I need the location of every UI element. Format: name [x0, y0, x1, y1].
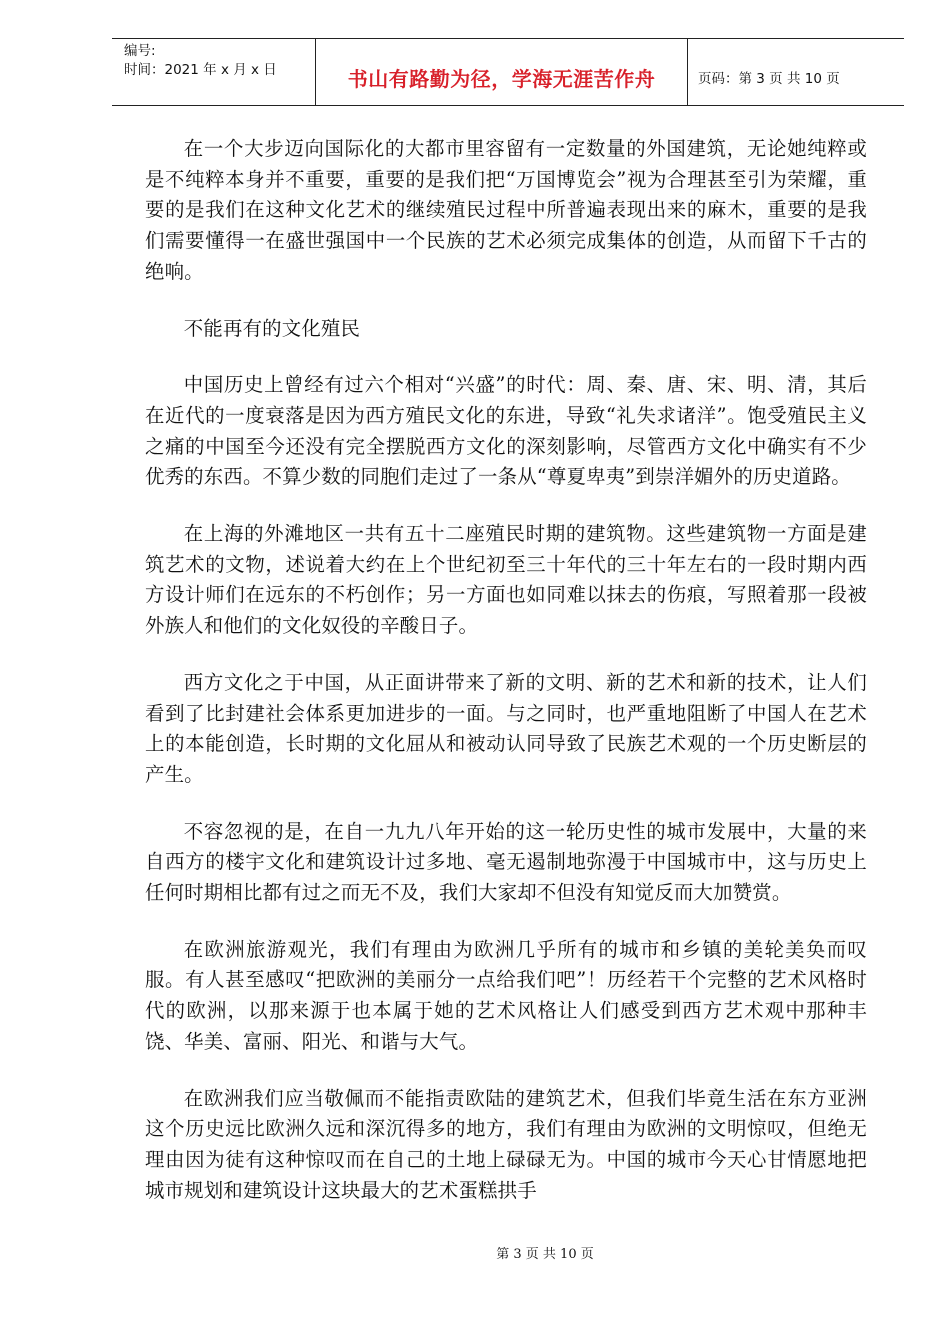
header-page-info: 页码：第 3 页 共 10 页: [698, 71, 840, 87]
body-paragraph: 中国历史上曾经有过六个相对“兴盛”的时代：周、秦、唐、宋、明、清，其后在近代的一度衰落是因为西方殖民文化的东进，导致“礼失求诸洋”。饱受殖民主义之痛的中国至今还没有完全摆脱西方文化的深刻影响，尽管西方文化中确实有不少优秀的东西。不算少数的同胞们走过了一条从“尊夏卑夷”到崇洋媚外的历史道路。: [145, 373, 867, 489]
document-body: [145, 134, 867, 1232]
body-paragraph: 西方文化之于中国，从正面讲带来了新的文明、新的艺术和新的技术，让人们看到了比封建社会体系更加进步的一面。与之同时，也严重地阻断了中国人在艺术上的本能创造，长时期的文化屈从和被动认同导致了民族艺术观的一个历史断层的产生。: [145, 670, 867, 786]
body-paragraph: 在欧洲旅游观光，我们有理由为欧洲几乎所有的城市和乡镇的美轮美奂而叹服。有人甚至感叹“把欧洲的美丽分一点给我们吧”！历经若干个完整的艺术风格时代的欧洲，以那来源于也本属于她的艺术风格让人们感受到西方艺术观中那种丰饶、华美、富丽、阳光、和谐与大气。: [145, 937, 867, 1053]
number-label: 编号:: [124, 43, 156, 59]
body-paragraph: 不容忽视的是，在自一九九八年开始的这一轮历史性的城市发展中，大量的来自西方的楼宇文化和建筑设计过多地、毫无遏制地弥漫于中国城市中，这与历史上任何时期相比都有过之而无不及，我们大家却不但没有知觉反而大加赞赏。: [145, 819, 867, 905]
body-paragraph: 在上海的外滩地区一共有五十二座殖民时期的建筑物。这些建筑物一方面是建筑艺术的文物，述说着大约在上个世纪初至三十年代的三十年左右的一段时期内西方设计师们在远东的不朽创作；另一方面也如同难以抹去的伤痕，写照着那一段被外族人和他们的文化奴役的辛酸日子。: [145, 522, 867, 638]
time-label: 时间：2021 年 x 月 x 日: [124, 62, 277, 78]
body-paragraph: 在欧洲我们应当敬佩而不能指责欧陆的建筑艺术，但我们毕竟生活在东方亚洲这个历史远比欧洲久远和深沉得多的地方，我们有理由为欧洲的文明惊叹，但绝无理由因为徒有这种惊叹而在自己的土地上碌碌无为。中国的城市今天心甘情愿地把城市规划和建筑设计这块最大的艺术蛋糕拱手: [145, 1086, 867, 1202]
page-header: [112, 38, 904, 106]
section-heading: 不能再有的文化殖民: [183, 316, 361, 340]
body-paragraph: 在一个大步迈向国际化的大都市里容留有一定数量的外国建筑，无论她纯粹或是不纯粹本身并不重要，重要的是我们把“万国博览会”视为合理甚至引为荣耀，重要的是我们在这种文化艺术的继续殖民过程中所普遍表现出来的麻木，重要的是我们需要懂得一在盛世强国中一个民族的艺术必须完成集体的创造，从而留下千古的绝响。: [145, 137, 867, 283]
header-motto: 书山有路勤为径，学海无涯苦作舟: [316, 39, 688, 105]
page-footer: 第 3 页 共 10 页: [496, 1247, 594, 1262]
header-meta: [112, 39, 316, 105]
